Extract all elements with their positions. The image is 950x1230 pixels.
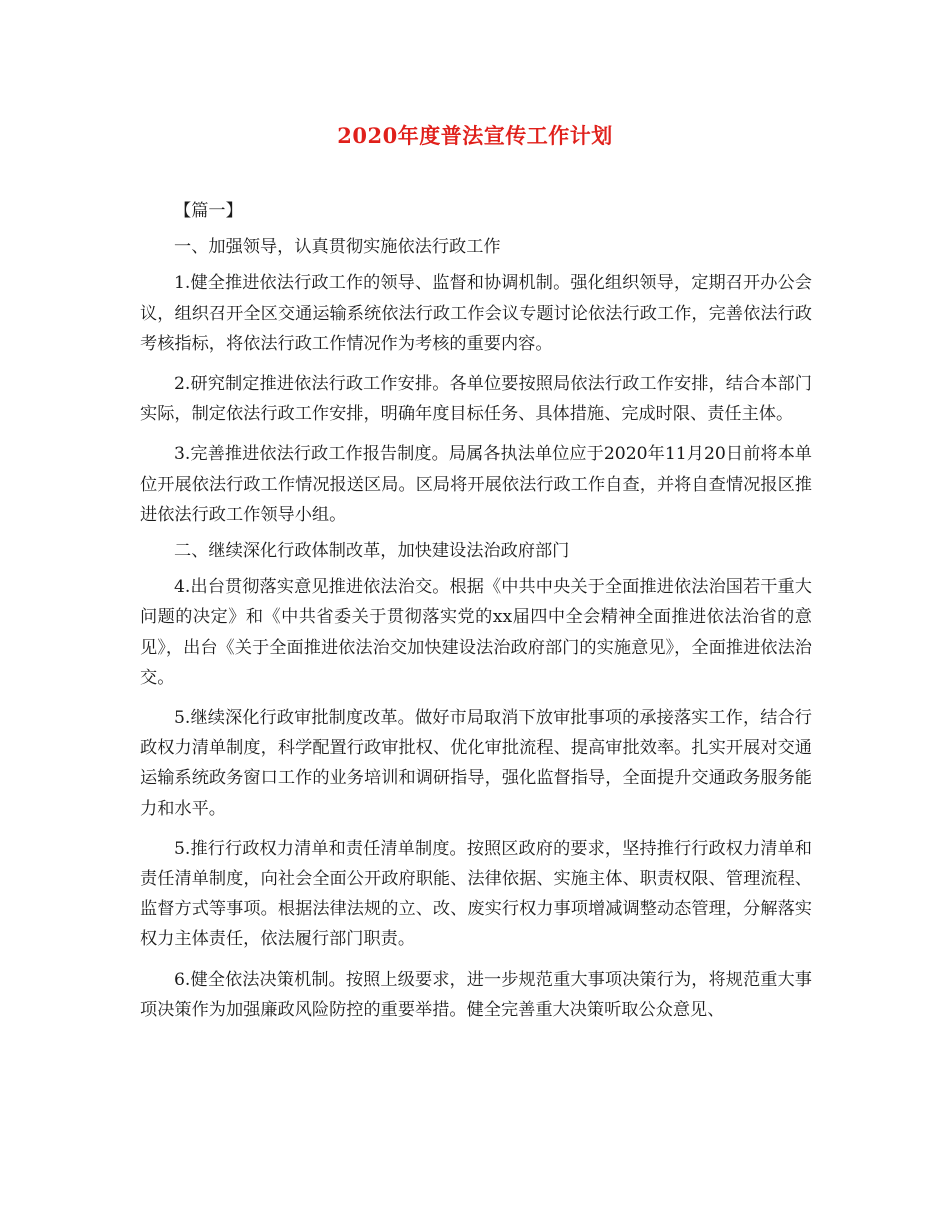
paragraph-7: 6.健全依法决策机制。按照上级要求，进一步规范重大事项决策行为，将规范重大事项决策作为加强廉政风险防控的重要举措。健全完善重大决策听取公众意见、 bbox=[140, 969, 812, 1020]
paragraph-6: 5.推行行政权力清单和责任清单制度。按照区政府的要求，坚持推行行政权力清单和责任清单制度，向社会全面公开政府职能、法律依据、实施主体、职责权限、管理流程、监督方式等事项。根据法律法规的立、改、废实行权力事项增减调整动态管理，分解落实权力主体责任，依法履行部门职责。 bbox=[140, 838, 812, 950]
paragraph-3: 3.完善推进依法行政工作报告制度。局属各执法单位应于2020年11月20日前将本单位开展依法行政工作情况报送区局。区局将开展依法行政工作自查，并将自查情况报区推进依法行政工作领导小组。 bbox=[140, 444, 812, 525]
document-body bbox=[140, 196, 812, 1025]
paragraph-2: 2.研究制定推进依法行政工作安排。各单位要按照局依法行政工作安排，结合本部门实际，制定依法行政工作安排，明确年度目标任务、具体措施、完成时限、责任主体。 bbox=[140, 374, 812, 425]
paragraph-5: 5.继续深化行政审批制度改革。做好市局取消下放审批事项的承接落实工作，结合行政权力清单制度，科学配置行政审批权、优化审批流程、提高审批效率。扎实开展对交通运输系统政务窗口工作的业务培训和调研指导，强化监督指导，全面提升交通政务服务能力和水平。 bbox=[140, 708, 812, 819]
section-heading-1: 一、加强领导，认真贯彻实施依法行政工作 bbox=[174, 237, 501, 258]
paragraph-4: 4.出台贯彻落实意见推进依法治交。根据《中共中央关于全面推进依法治国若干重大问题的决定》和《中共省委关于贯彻落实党的xx届四中全会精神全面推进依法治省的意见》，出台《关于全面推进依法治交加快建设法治政府部门的实施意见》，全面推进依法治交。 bbox=[140, 577, 812, 688]
paragraph-1: 1.健全推进依法行政工作的领导、监督和协调机制。强化组织领导，定期召开办公会议，组织召开全区交通运输系统依法行政工作会议专题讨论依法行政工作，完善依法行政考核指标，将依法行政工作情况作为考核的重要内容。 bbox=[140, 273, 812, 354]
part-label: 【篇一】 bbox=[174, 201, 243, 221]
document-title: 2020年度普法宣传工作计划 bbox=[337, 123, 613, 148]
section-heading-2: 二、继续深化行政体制改革，加快建设法治政府部门 bbox=[174, 541, 570, 562]
